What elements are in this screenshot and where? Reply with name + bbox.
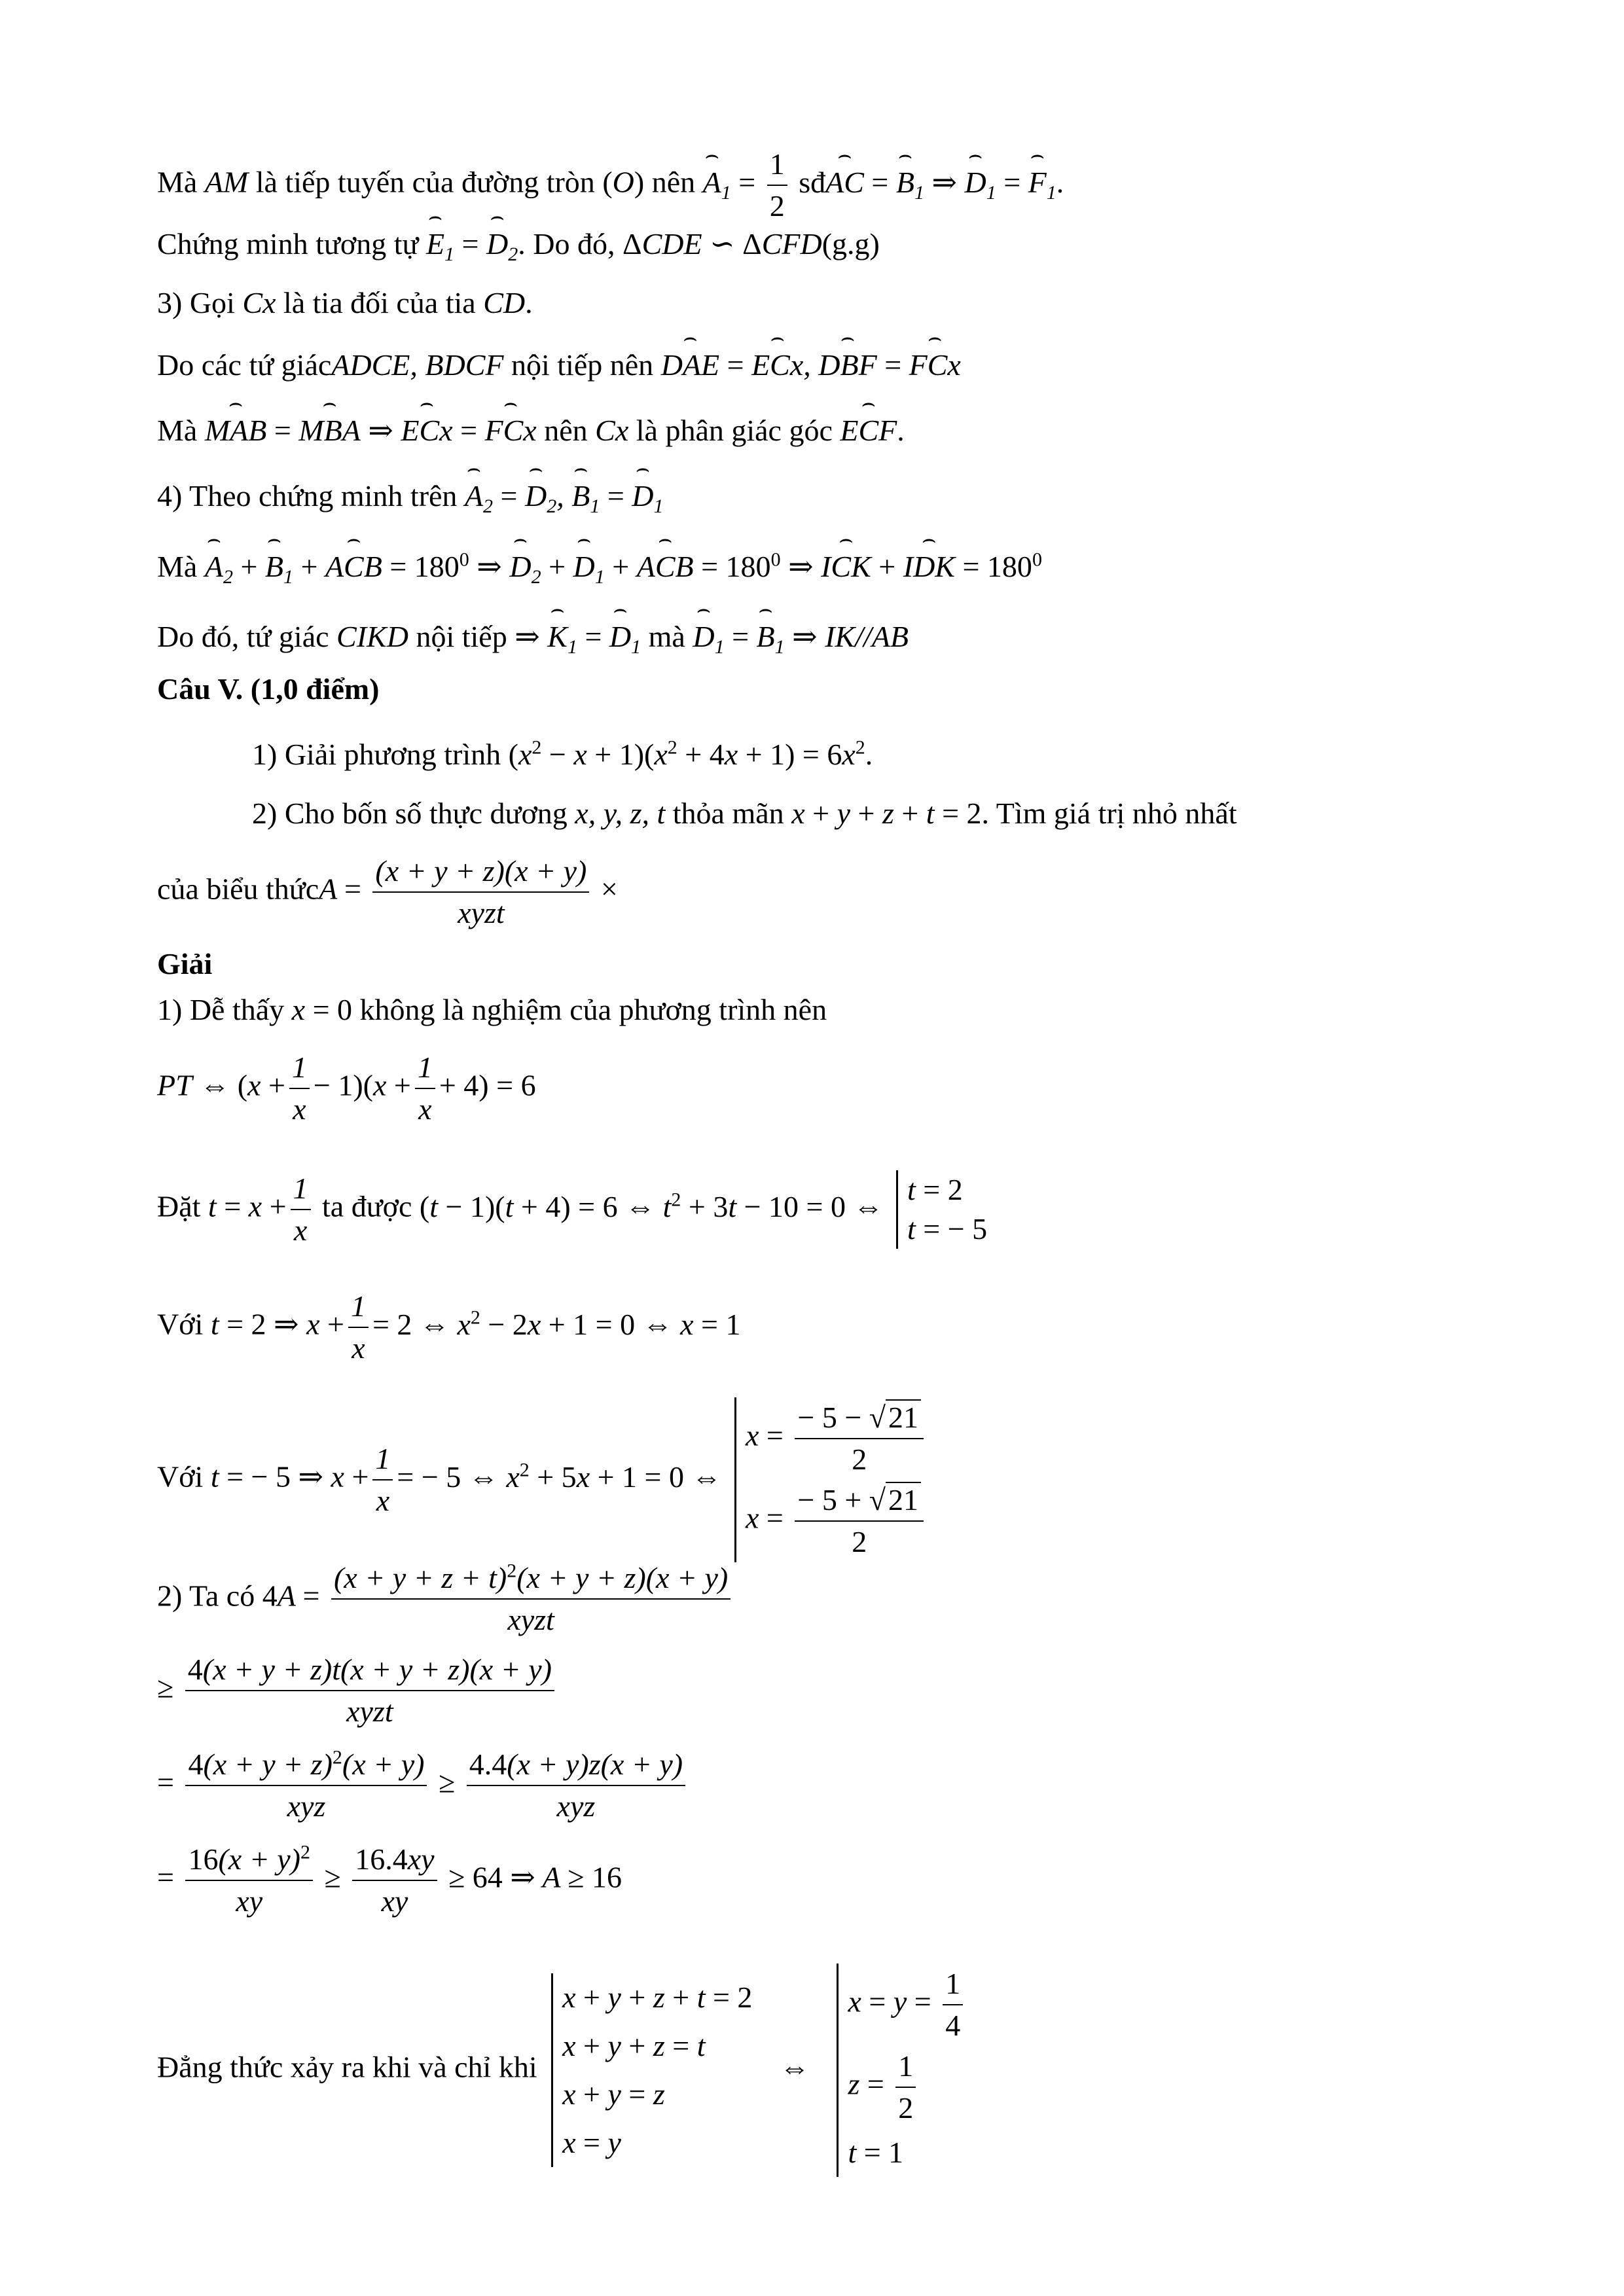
math: ⇔ [200,1068,230,1102]
fraction: $\frac{16.4xy}{xy}$ [352,1839,437,1922]
text: . Do đó, [518,227,615,260]
math: ⌢ DAE = ⌢ ECx, ⌢ DBF = ⌢ FCx [661,348,961,382]
text: PT [157,1068,192,1102]
system: x = y = $\frac{1}{4}$ z = $\frac{1}{2}$ t = 1 [837,1964,967,2177]
math: = − 5 ⇔ $x^2 + 5x + 1 = 0$ ⇔ [397,1459,722,1494]
math: sđ⌢ AC = ⌢ $B_1$ ⇒ ⌢ $D_1$ = ⌢ $F_1$. [799,166,1064,199]
math: ⌢ $A_2$ = ⌢ $D_2$, ⌢ $B_1$ = ⌢ $D_1$ [465,479,664,512]
text: Do các tứ giác [157,348,332,382]
text: Đặt [157,1189,201,1223]
math: ⇒ ⌢ $K_1$ = ⌢ $D_1$ [514,620,641,653]
math: ⌢ MAB = ⌢ MBA ⇒ ⌢ ECx = ⌢ FCx [205,414,537,447]
system: x + y + z + t = 2 x + y + z = t x + y = z x = y [551,1973,752,2167]
text: Đẳng thức xảy ra khi và chỉ khi [157,2050,537,2084]
text: không là nghiệm của phương trình nên [359,993,827,1026]
text: Mà [157,165,198,199]
fraction: $\frac{1}{x}$ [289,1047,310,1130]
math: × [600,872,618,906]
math: x, y, z, t [575,797,666,830]
line-4 [157,347,961,384]
line-11 [252,795,1237,832]
line-20 [157,1964,973,2177]
line-19d [157,1839,622,1922]
line-12 [157,851,618,933]
line-19c [157,1744,689,1827]
math: ADCE, BDCF [331,348,504,382]
num: 1 [767,144,787,186]
section-title-giai: Giải [157,947,213,980]
text: của biểu thức [157,872,319,906]
math: CIKD [336,620,408,653]
line-19b [157,1649,558,1732]
bracket: t = 2 t = − 5 [896,1170,987,1249]
math: $(x^2 - x + 1)(x^2 + 4x + 1) = 6x^2$. [508,736,873,771]
fraction: $\frac{1}{x}$ [372,1439,393,1521]
fraction: $\frac{1}{x}$ [348,1286,369,1369]
math: ≥ [438,1765,456,1799]
text: (g.g) [821,227,880,260]
den: 2 [769,189,785,223]
math: − 1)(x + [313,1068,411,1102]
math: AM [204,165,249,199]
text: nên [544,414,588,447]
math: 4A = [262,1579,320,1613]
math: ⌢ $A_2$ + ⌢ $B_1$ + ⌢ ACB = $180^0$ ⇒ ⌢ $D_2$ + ⌢ $D_1$ + ⌢ ACB = $180^0$ ⇒ ⌢ ICK + ⌢ IDK = $180^0$ [205,550,1042,583]
text: 1) Giải phương trình [252,738,501,771]
math: = 2 ⇔ $x^2 - 2x + 1 = 0$ ⇔ x = 1 [372,1306,741,1341]
text: 3) Gọi [157,286,235,319]
text: là tiếp tuyến của đường tròn [255,165,595,199]
text: sđ [799,165,826,199]
math: ≥ 64 ⇒ A ≥ 16 [448,1860,623,1894]
text: Do đó, tứ giác [157,620,329,653]
line-3: 3) Gọi Cx là tia đối của tia CD. [157,286,533,319]
text: 1) Dễ thấy [157,993,285,1026]
math: (t − 1)(t + 4) = 6 ⇔ $t^2 + 3t - 10 = 0$ ⇔ [419,1189,884,1223]
fraction: $\frac{1}{x}$ [415,1047,435,1130]
line-17 [157,1286,741,1369]
math: ⌢ $A_1$ = [703,166,756,199]
math: (O) [602,165,645,199]
fraction: $\frac{4(x + y + z)t(x + y + z)(x + y)}{\text{xyzt}}$ [185,1649,554,1732]
math: ΔCDE ∽ ΔCFD [622,227,822,260]
math: ≥ [324,1860,341,1894]
text: 4) Theo chứng minh trên [157,479,458,512]
text: là tia đối của tia [283,286,476,319]
fraction: $\frac{(x + y + z + t)^2(x + y + z)(x + y)}{\text{xyzt}}$ [331,1558,731,1640]
math: (x + [237,1068,285,1102]
math: CD [483,286,526,319]
fraction: $\frac{4(x + y + z)^2(x + y)}{\text{xyz}}$ [185,1744,427,1827]
math: ⌢ $D_1$ = ⌢ $B_1$ ⇒ IK//AB [693,620,909,653]
fraction: $\frac{4.4(x + y)z(x + y)}{\text{xyz}}$ [467,1744,685,1827]
text: 2) Ta có [157,1579,255,1613]
text: Mà [157,414,198,447]
fraction: $\frac{(x + y + z)(x + y)}{\text{xyzt}}$ [372,851,589,933]
math: = [157,1860,174,1894]
math: x = 0 [291,993,353,1026]
line-8 [157,619,909,658]
line-1 [157,144,1064,226]
bracket: x = $\frac{- 5 - √21}{2}$ x = $\frac{- 5 + √21}{2}$ [734,1397,928,1562]
text: Mà [157,550,198,583]
fraction: $\frac{1}{x}$ [291,1168,311,1251]
text: nội tiếp nên [511,348,654,382]
line-19 [157,1558,734,1640]
math: t = 2 ⇒ x + [210,1307,344,1341]
text: là phân giác góc [636,414,833,447]
fraction: $\frac{- 5 - √21}{2}$ [795,1397,924,1480]
line-10 [252,736,873,773]
fraction: $\frac{1}{2}$ [895,2046,916,2128]
text: nội tiếp [416,620,507,653]
line-18 [157,1397,933,1562]
line-16 [157,1168,992,1251]
math: t = x + [208,1189,287,1223]
fraction: $\frac{1}{4}$ [943,1964,963,2046]
fraction: $\frac{- 5 + √21}{2}$ [795,1480,924,1562]
line-14 [157,992,827,1028]
math: x + y + z + t = 2 [791,797,982,830]
math: ⇔ [779,2050,810,2084]
math: A = [319,872,361,906]
section-title-cau-v: Câu V. (1,0 điểm) [157,672,380,706]
text: Chứng minh tương tự [157,227,419,260]
text: thỏa mãn [672,797,784,830]
text: Với [157,1307,204,1341]
line-6 [157,478,664,518]
line-7 [157,548,1042,588]
line-15 [157,1047,536,1130]
text: Với [157,1460,204,1494]
math: ≥ [157,1670,174,1704]
line-5: Mà ⌢ MAB = ⌢ MBA ⇒ ⌢ ECx = ⌢ FCx nên Cx là phân giác góc ⌢ ECF. [157,412,905,449]
text: ta được [322,1189,412,1223]
fraction: $\frac{16(x + y)^2}{xy}$ [185,1839,313,1922]
math: + 4) = 6 [439,1068,536,1102]
math: Cx [595,414,629,447]
fraction [767,144,787,226]
text: mà [648,620,685,653]
math: Cx [242,286,276,319]
text: 2) Cho bốn số thực dương [252,797,568,830]
math: ⌢ ECF [840,414,897,447]
text: nên [651,165,696,199]
math: = [157,1765,174,1799]
math: ⌢ $E_1$ = ⌢ $D_2$ [426,227,518,260]
line-2 [157,226,880,266]
text: . Tìm giá trị nhỏ nhất [981,797,1237,830]
math: t = − 5 ⇒ x + [210,1460,369,1494]
